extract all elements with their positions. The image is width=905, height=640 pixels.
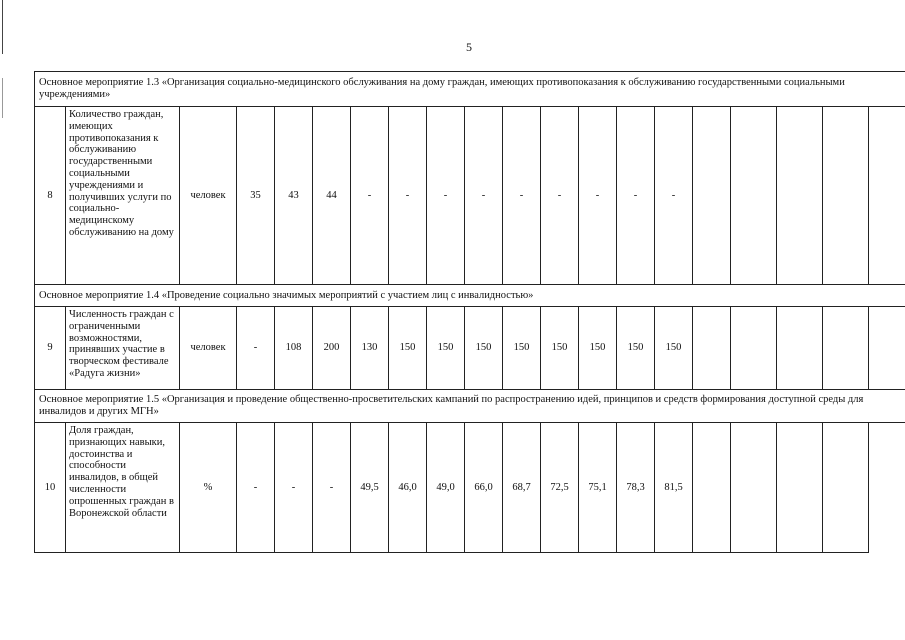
value-cell: 130 <box>351 307 389 390</box>
value-cell <box>823 307 869 390</box>
indicator-name: Доля граждан, признающих навыки, достоинства и способности инвалидов, в общей численности опрошенных граждан в Воронежской области <box>66 423 180 553</box>
margin-rule <box>2 78 3 118</box>
section-heading-row <box>35 72 905 107</box>
value-cell: - <box>655 107 693 285</box>
value-cell: - <box>579 107 617 285</box>
value-cell: 150 <box>465 307 503 390</box>
value-cell: 150 <box>389 307 427 390</box>
section-heading-row <box>35 390 905 423</box>
value-cell: 35 <box>237 107 275 285</box>
margin-rule <box>2 0 3 54</box>
value-cell <box>731 307 777 390</box>
unit-cell: человек <box>180 307 237 390</box>
value-cell: 150 <box>541 307 579 390</box>
value-cell: 78,3 <box>617 423 655 553</box>
value-cell <box>731 423 777 553</box>
indicator-name: Количество граждан, имеющих противопоказания к обслуживанию государственными социальными учреждениями и получивших услуги по социально-медицинскому обслуживанию на дому <box>66 107 180 285</box>
value-cell: 72,5 <box>541 423 579 553</box>
value-cell: 108 <box>275 307 313 390</box>
value-cell: 46,0 <box>389 423 427 553</box>
section-heading: Основное мероприятие 1.3 «Организация социально-медицинского обслуживания на дому граждан, имеющих противопоказания к обслуживанию государственными социальными учреждениями» <box>35 72 905 107</box>
section-heading: Основное мероприятие 1.4 «Проведение социально значимых мероприятий с участием лиц с инвалидностью» <box>35 285 905 307</box>
value-cell: - <box>313 423 351 553</box>
value-cell: 150 <box>655 307 693 390</box>
page-number: 5 <box>466 40 472 54</box>
value-cell: 150 <box>579 307 617 390</box>
value-cell: - <box>465 107 503 285</box>
value-cell <box>777 307 823 390</box>
value-cell: - <box>389 107 427 285</box>
value-cell: - <box>541 107 579 285</box>
value-cell: 75,1 <box>579 423 617 553</box>
value-cell <box>731 107 777 285</box>
value-cell: - <box>237 423 275 553</box>
section-heading-row <box>35 285 905 307</box>
row-number: 9 <box>35 307 66 390</box>
value-cell: 49,0 <box>427 423 465 553</box>
value-cell: 81,5 <box>655 423 693 553</box>
table-row <box>35 423 905 553</box>
value-cell: 68,7 <box>503 423 541 553</box>
value-cell <box>823 107 869 285</box>
unit-cell: человек <box>180 107 237 285</box>
indicator-name: Численность граждан с ограниченными возможностями, принявших участие в творческом фестивале «Радуга жизни» <box>66 307 180 390</box>
section-heading: Основное мероприятие 1.5 «Организация и проведение общественно-просветительских кампаний по распространению идей, принципов и средств формирования доступной среды для инвалидов и других МГН» <box>35 390 905 423</box>
value-cell: 44 <box>313 107 351 285</box>
value-cell: - <box>503 107 541 285</box>
value-cell <box>777 107 823 285</box>
indicators-table <box>34 71 905 553</box>
row-number: 8 <box>35 107 66 285</box>
value-cell <box>693 107 731 285</box>
value-cell: 150 <box>427 307 465 390</box>
value-cell: 150 <box>503 307 541 390</box>
value-cell: - <box>617 107 655 285</box>
table-row <box>35 307 905 390</box>
value-cell: 43 <box>275 107 313 285</box>
value-cell: 49,5 <box>351 423 389 553</box>
value-cell <box>693 307 731 390</box>
value-cell <box>693 423 731 553</box>
unit-cell: % <box>180 423 237 553</box>
value-cell: 66,0 <box>465 423 503 553</box>
value-cell <box>777 423 823 553</box>
value-cell: - <box>275 423 313 553</box>
value-cell: - <box>427 107 465 285</box>
value-cell: 150 <box>617 307 655 390</box>
value-cell <box>823 423 869 553</box>
row-number: 10 <box>35 423 66 553</box>
value-cell: 200 <box>313 307 351 390</box>
value-cell: - <box>351 107 389 285</box>
value-cell: - <box>237 307 275 390</box>
table-row <box>35 107 905 285</box>
